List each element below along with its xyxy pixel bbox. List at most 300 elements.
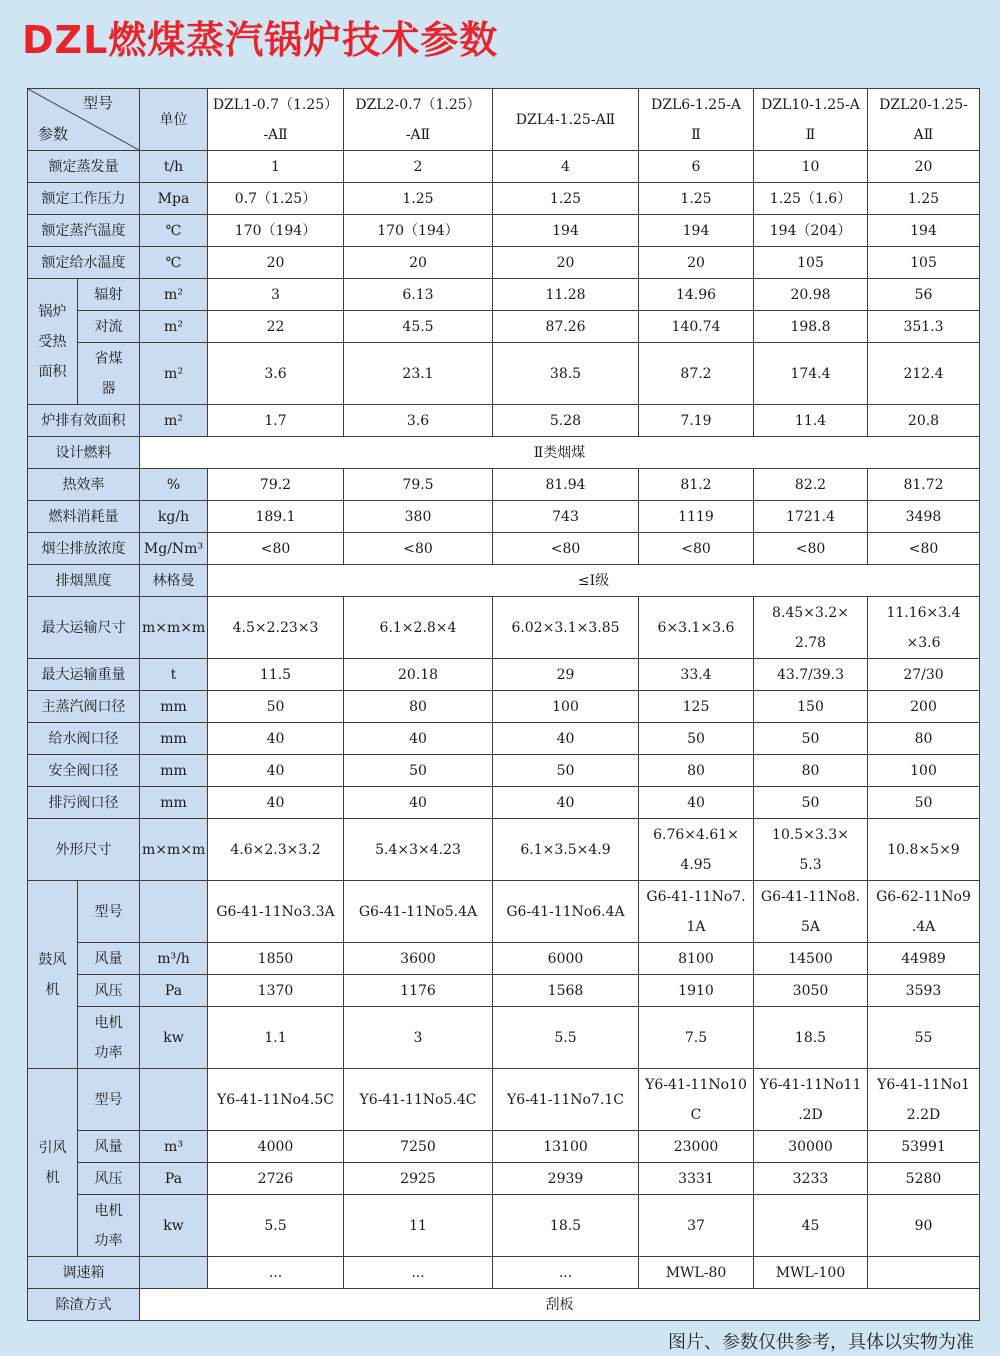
value-cell: 40	[208, 787, 344, 819]
sub-label	[78, 343, 140, 405]
value-cell: 40	[208, 755, 344, 787]
value-cell: 140.74	[639, 311, 754, 343]
cell-text-line: 10.8×5×9	[887, 841, 960, 858]
row-unit	[140, 1069, 208, 1131]
value-cell	[639, 943, 754, 975]
value-cell	[868, 881, 980, 943]
value-cell	[639, 819, 754, 881]
value-cell	[639, 1007, 754, 1069]
value-cell: 50	[344, 755, 493, 787]
cell-text-line: 6000	[547, 950, 584, 967]
cell-text-line: 1568	[547, 982, 584, 999]
value-cell: 4	[493, 151, 639, 183]
value-cell	[493, 1007, 639, 1069]
sub-label	[78, 1195, 140, 1257]
value-cell	[754, 1195, 868, 1257]
value-cell	[344, 1195, 493, 1257]
value-cell: 150	[754, 691, 868, 723]
cell-text-line: G6-41-11No8.	[760, 888, 861, 905]
cell-text-line: 8100	[678, 950, 714, 967]
row-unit: t	[140, 659, 208, 691]
cell-text-line: 5A	[800, 918, 821, 935]
sub-label	[78, 1007, 140, 1069]
cell-text-line: -AⅡ	[263, 126, 288, 143]
value-cell: 14.96	[639, 279, 754, 311]
cell-text-line: 面积	[38, 363, 67, 380]
value-cell: 81.72	[868, 469, 980, 501]
cell-text-line: Y6-41-11No7.1C	[507, 1091, 624, 1108]
row-label: 设计燃料	[28, 437, 140, 469]
cell-text-line: 11	[409, 1217, 427, 1234]
value-cell: 29	[493, 659, 639, 691]
spec-table	[27, 88, 980, 1321]
cell-text-line: 6.1×2.8×4	[379, 619, 457, 636]
cell-text-line: 风量	[94, 950, 123, 967]
value-cell: 33.4	[639, 659, 754, 691]
cell-text-line: 3	[413, 1029, 423, 1046]
row-label: 额定给水温度	[28, 247, 140, 279]
value-cell: 105	[868, 247, 980, 279]
cell-text-line: 功率	[94, 1232, 123, 1249]
cell-text-line: 6.02×3.1×3.85	[511, 619, 620, 636]
row-unit: m²	[140, 405, 208, 437]
value-cell: <80	[208, 533, 344, 565]
value-cell	[868, 1195, 980, 1257]
value-cell	[868, 943, 980, 975]
value-cell: 1.25	[344, 183, 493, 215]
value-cell: 198.8	[754, 311, 868, 343]
value-cell	[344, 943, 493, 975]
row-label: 燃料消耗量	[28, 501, 140, 533]
row-unit: kw	[140, 1007, 208, 1069]
value-cell	[493, 975, 639, 1007]
value-cell: MWL-80	[639, 1257, 754, 1289]
table-row	[28, 215, 980, 247]
cell-text-line: 1370	[257, 982, 294, 999]
value-cell: 80	[868, 723, 980, 755]
value-cell	[754, 975, 868, 1007]
cell-text-line: 5.5	[264, 1217, 287, 1234]
table-row	[28, 533, 980, 565]
value-cell: 87.26	[493, 311, 639, 343]
value-cell	[344, 1069, 493, 1131]
cell-text-line: 辐射	[94, 286, 123, 303]
value-cell: 5.28	[493, 405, 639, 437]
cell-text-line: 44989	[901, 950, 946, 967]
value-cell: 1119	[639, 501, 754, 533]
cell-text-line: 4000	[257, 1138, 294, 1155]
cell-text-line: 3593	[905, 982, 942, 999]
value-cell	[868, 1131, 980, 1163]
header-model-4	[639, 89, 754, 151]
table-row	[28, 755, 980, 787]
value-cell: 1721.4	[754, 501, 868, 533]
header-diagonal-cell	[28, 89, 140, 151]
value-cell: 20.8	[868, 405, 980, 437]
cell-text-line: 4.5×2.23×3	[232, 619, 319, 636]
group-induced-fan	[28, 1069, 78, 1257]
row-label: 调速箱	[28, 1257, 140, 1289]
value-cell: MWL-100	[754, 1257, 868, 1289]
value-cell: 40	[493, 787, 639, 819]
table-row	[28, 787, 980, 819]
header-model-3	[493, 89, 639, 151]
row-label: 额定蒸发量	[28, 151, 140, 183]
value-cell	[208, 943, 344, 975]
table-row	[28, 691, 980, 723]
cell-text-line: 3233	[792, 1170, 829, 1187]
table-row	[28, 1289, 980, 1321]
header-param-label: 参数	[38, 125, 69, 143]
value-cell: 10	[754, 151, 868, 183]
cell-text-line: C	[690, 1106, 702, 1123]
value-cell	[754, 597, 868, 659]
value-cell	[493, 1131, 639, 1163]
row-unit: m³	[140, 1131, 208, 1163]
cell-text-line: DZL2-0.7（1.25）	[355, 96, 481, 113]
row-label: 额定工作压力	[28, 183, 140, 215]
table-row	[28, 881, 980, 943]
cell-text-line: 2.78	[794, 634, 827, 651]
table-row	[28, 943, 980, 975]
table-row	[28, 469, 980, 501]
row-label: 给水阀口径	[28, 723, 140, 755]
cell-text-line: 引风	[38, 1139, 67, 1156]
value-cell: 189.1	[208, 501, 344, 533]
row-unit: 林格曼	[140, 565, 208, 597]
value-cell: 20	[208, 247, 344, 279]
row-label: 外形尺寸	[28, 819, 140, 881]
table-row	[28, 723, 980, 755]
value-cell: 125	[639, 691, 754, 723]
cell-text-line: AⅡ	[913, 126, 934, 143]
value-cell	[639, 597, 754, 659]
table-row	[28, 405, 980, 437]
cell-text-line: Y6-41-11No4.5C	[217, 1091, 334, 1108]
value-cell: 6	[639, 151, 754, 183]
value-cell: 79.5	[344, 469, 493, 501]
row-unit: Pa	[140, 975, 208, 1007]
table-row	[28, 819, 980, 881]
value-cell	[868, 1163, 980, 1195]
cell-text-line: 55	[914, 1029, 933, 1046]
cell-text-line: 11.16×3.4	[886, 604, 961, 621]
value-cell	[493, 1195, 639, 1257]
value-cell: 23.1	[344, 343, 493, 405]
value-cell	[208, 1163, 344, 1195]
table-row	[28, 1131, 980, 1163]
value-cell	[493, 943, 639, 975]
row-unit: Mg/Nm³	[140, 533, 208, 565]
group-blower	[28, 881, 78, 1069]
value-cell: <80	[493, 533, 639, 565]
value-cell: 50	[493, 755, 639, 787]
value-cell: 194	[868, 215, 980, 247]
cell-text-line: 功率	[94, 1044, 123, 1061]
value-cell: 22	[208, 311, 344, 343]
value-cell: 45.5	[344, 311, 493, 343]
value-cell: 3	[208, 279, 344, 311]
cell-text-line: 45	[801, 1217, 820, 1234]
value-cell: 56	[868, 279, 980, 311]
value-cell	[344, 819, 493, 881]
cell-text-line: DZL20-1.25-	[879, 96, 968, 113]
value-cell: 174.4	[754, 343, 868, 405]
value-cell: 87.2	[639, 343, 754, 405]
value-cell	[344, 881, 493, 943]
value-cell: 40	[344, 723, 493, 755]
value-cell: 212.4	[868, 343, 980, 405]
cell-text-line: 风压	[94, 1170, 123, 1187]
value-cell: 11.28	[493, 279, 639, 311]
row-label: 烟尘排放浓度	[28, 533, 140, 565]
cell-text-line: .2D	[798, 1106, 823, 1123]
row-unit: mm	[140, 755, 208, 787]
row-unit: kw	[140, 1195, 208, 1257]
value-cell: 50	[754, 787, 868, 819]
value-cell: 743	[493, 501, 639, 533]
table-row	[28, 437, 980, 469]
value-cell	[754, 1163, 868, 1195]
value-cell	[208, 1131, 344, 1163]
value-cell: 6.13	[344, 279, 493, 311]
value-cell: 38.5	[493, 343, 639, 405]
value-cell: 11.5	[208, 659, 344, 691]
cell-text-line: 53991	[901, 1138, 946, 1155]
value-cell	[208, 881, 344, 943]
value-cell	[208, 975, 344, 1007]
row-label: 热效率	[28, 469, 140, 501]
cell-text-line: DZL10-1.25-A	[761, 96, 860, 113]
value-cell	[639, 1069, 754, 1131]
value-cell: 1.25	[493, 183, 639, 215]
value-cell: 20.98	[754, 279, 868, 311]
value-cell	[208, 819, 344, 881]
sub-label	[78, 881, 140, 943]
value-cell: 1.25	[868, 183, 980, 215]
header-model-label: 型号	[82, 94, 113, 112]
cell-text-line: DZL4-1.25-AⅡ	[515, 111, 616, 128]
value-cell: 20	[344, 247, 493, 279]
cell-text-line: 风量	[94, 1138, 123, 1155]
value-cell: ...	[344, 1257, 493, 1289]
cell-text-line: 器	[101, 380, 116, 397]
value-cell: 40	[344, 787, 493, 819]
cell-text-line: G6-62-11No9	[876, 888, 971, 905]
cell-text-line: 型号	[94, 903, 123, 920]
cell-text-line: 省煤	[94, 350, 123, 367]
row-unit: %	[140, 469, 208, 501]
value-cell	[493, 1163, 639, 1195]
value-cell: 170（194）	[344, 215, 493, 247]
value-cell: 100	[493, 691, 639, 723]
value-cell: 351.3	[868, 311, 980, 343]
row-unit: kg/h	[140, 501, 208, 533]
table-row	[28, 1007, 980, 1069]
value-cell: 40	[208, 723, 344, 755]
cell-text-line: 电机	[94, 1202, 123, 1219]
row-label: 最大运输重量	[28, 659, 140, 691]
sub-label	[78, 311, 140, 343]
cell-text-line: Ⅱ	[691, 126, 701, 143]
row-label: 主蒸汽阀口径	[28, 691, 140, 723]
value-cell	[754, 819, 868, 881]
row-unit: Pa	[140, 1163, 208, 1195]
cell-text-line: Y6-41-11No11	[759, 1076, 862, 1093]
cell-text-line: 10.5×3.3×	[772, 826, 849, 843]
page-title: DZL燃煤蒸汽锅炉技术参数	[22, 18, 499, 62]
row-label: 排污阀口径	[28, 787, 140, 819]
cell-text-line: 机	[45, 981, 60, 998]
cell-text-line: ×3.6	[906, 634, 941, 651]
value-cell: <80	[639, 533, 754, 565]
row-unit	[140, 881, 208, 943]
value-cell	[493, 597, 639, 659]
cell-text-line: G6-41-11No3.3A	[216, 903, 335, 920]
value-cell	[208, 1195, 344, 1257]
cell-text-line: 1A	[686, 918, 706, 935]
table-row	[28, 279, 980, 311]
cell-text-line: 13100	[543, 1138, 588, 1155]
cell-text-line: 7.5	[684, 1029, 708, 1046]
group-heating-area	[28, 279, 78, 405]
cell-text-line: 3331	[678, 1170, 714, 1187]
value-cell	[344, 975, 493, 1007]
header-model-6	[868, 89, 980, 151]
cell-text-line: 风压	[94, 982, 123, 999]
value-cell: 40	[493, 723, 639, 755]
disclaimer: 图片、参数仅供参考，具体以实物为准	[668, 1332, 974, 1353]
row-unit: mm	[140, 723, 208, 755]
row-unit: m×m×m	[140, 819, 208, 881]
table-row	[28, 1069, 980, 1131]
value-cell	[493, 819, 639, 881]
value-cell: 194（204）	[754, 215, 868, 247]
cell-text-line: Y6-41-11No5.4C	[359, 1091, 477, 1108]
value-cell: 3.6	[344, 405, 493, 437]
value-cell: 170（194）	[208, 215, 344, 247]
value-cell	[208, 1007, 344, 1069]
value-cell	[639, 975, 754, 1007]
value-cell	[639, 1131, 754, 1163]
value-cell: 100	[868, 755, 980, 787]
merged-value-cell: 刮板	[140, 1289, 980, 1321]
cell-text-line: 8.45×3.2×	[772, 604, 849, 621]
value-cell	[868, 1257, 980, 1289]
value-cell	[754, 943, 868, 975]
table-row	[28, 1257, 980, 1289]
row-label: 额定蒸汽温度	[28, 215, 140, 247]
value-cell: 1	[208, 151, 344, 183]
value-cell: 3.6	[208, 343, 344, 405]
cell-text-line: 6.1×3.5×4.9	[520, 841, 611, 858]
value-cell: 80	[639, 755, 754, 787]
cell-text-line: 2925	[400, 1170, 436, 1187]
value-cell: 20	[639, 247, 754, 279]
table-row	[28, 151, 980, 183]
row-unit	[140, 1257, 208, 1289]
cell-text-line: 2726	[257, 1170, 294, 1187]
cell-text-line: 7250	[400, 1138, 436, 1155]
row-unit: m×m×m	[140, 597, 208, 659]
row-label: 排烟黑度	[28, 565, 140, 597]
value-cell	[868, 819, 980, 881]
value-cell: 194	[493, 215, 639, 247]
cell-text-line: DZL1-0.7（1.25）	[212, 96, 339, 113]
cell-text-line: 2939	[547, 1170, 584, 1187]
table-row	[28, 659, 980, 691]
cell-text-line: .4A	[911, 918, 936, 935]
table-row	[28, 597, 980, 659]
value-cell: 43.7/39.3	[754, 659, 868, 691]
value-cell	[344, 597, 493, 659]
table-row	[28, 975, 980, 1007]
row-unit: m²	[140, 343, 208, 405]
value-cell: ...	[208, 1257, 344, 1289]
table-row	[28, 343, 980, 405]
sub-label	[78, 975, 140, 1007]
row-unit: m²	[140, 279, 208, 311]
row-label: 最大运输尺寸	[28, 597, 140, 659]
value-cell	[868, 975, 980, 1007]
value-cell	[344, 1131, 493, 1163]
sub-label	[78, 1163, 140, 1195]
value-cell: 50	[639, 723, 754, 755]
cell-text-line: DZL6-1.25-A	[651, 96, 741, 113]
header-model-5	[754, 89, 868, 151]
value-cell: 1.7	[208, 405, 344, 437]
cell-text-line: Y6-41-11No10	[645, 1076, 747, 1093]
row-label: 炉排有效面积	[28, 405, 140, 437]
value-cell: 1.25	[639, 183, 754, 215]
value-cell: 380	[344, 501, 493, 533]
cell-text-line: 3050	[792, 982, 829, 999]
cell-text-line: 30000	[788, 1138, 833, 1155]
sub-label	[78, 279, 140, 311]
cell-text-line: 1176	[400, 982, 436, 999]
value-cell: 40	[639, 787, 754, 819]
sub-label	[78, 1069, 140, 1131]
value-cell	[639, 1195, 754, 1257]
table-row	[28, 1163, 980, 1195]
value-cell	[754, 1069, 868, 1131]
value-cell	[754, 881, 868, 943]
value-cell: 20	[868, 151, 980, 183]
row-unit: mm	[140, 787, 208, 819]
cell-text-line: 5.5	[554, 1029, 577, 1046]
value-cell	[208, 597, 344, 659]
value-cell	[754, 1007, 868, 1069]
value-cell: 20.18	[344, 659, 493, 691]
value-cell: 80	[344, 691, 493, 723]
sub-label	[78, 1131, 140, 1163]
cell-text-line: 18.5	[794, 1029, 827, 1046]
value-cell	[344, 1007, 493, 1069]
value-cell: 0.7（1.25）	[208, 183, 344, 215]
merged-value-cell: ≤Ⅰ级	[208, 565, 980, 597]
cell-text-line: 2.2D	[906, 1106, 941, 1123]
row-unit: Mpa	[140, 183, 208, 215]
value-cell	[493, 881, 639, 943]
value-cell: 50	[868, 787, 980, 819]
cell-text-line: 6.76×4.61×	[653, 826, 739, 843]
cell-text-line: -AⅡ	[405, 126, 431, 143]
cell-text-line: 5.3	[799, 856, 822, 873]
row-unit: t/h	[140, 151, 208, 183]
cell-text-line: 5.4×3×4.23	[375, 841, 461, 858]
value-cell: 80	[754, 755, 868, 787]
table-row	[28, 247, 980, 279]
